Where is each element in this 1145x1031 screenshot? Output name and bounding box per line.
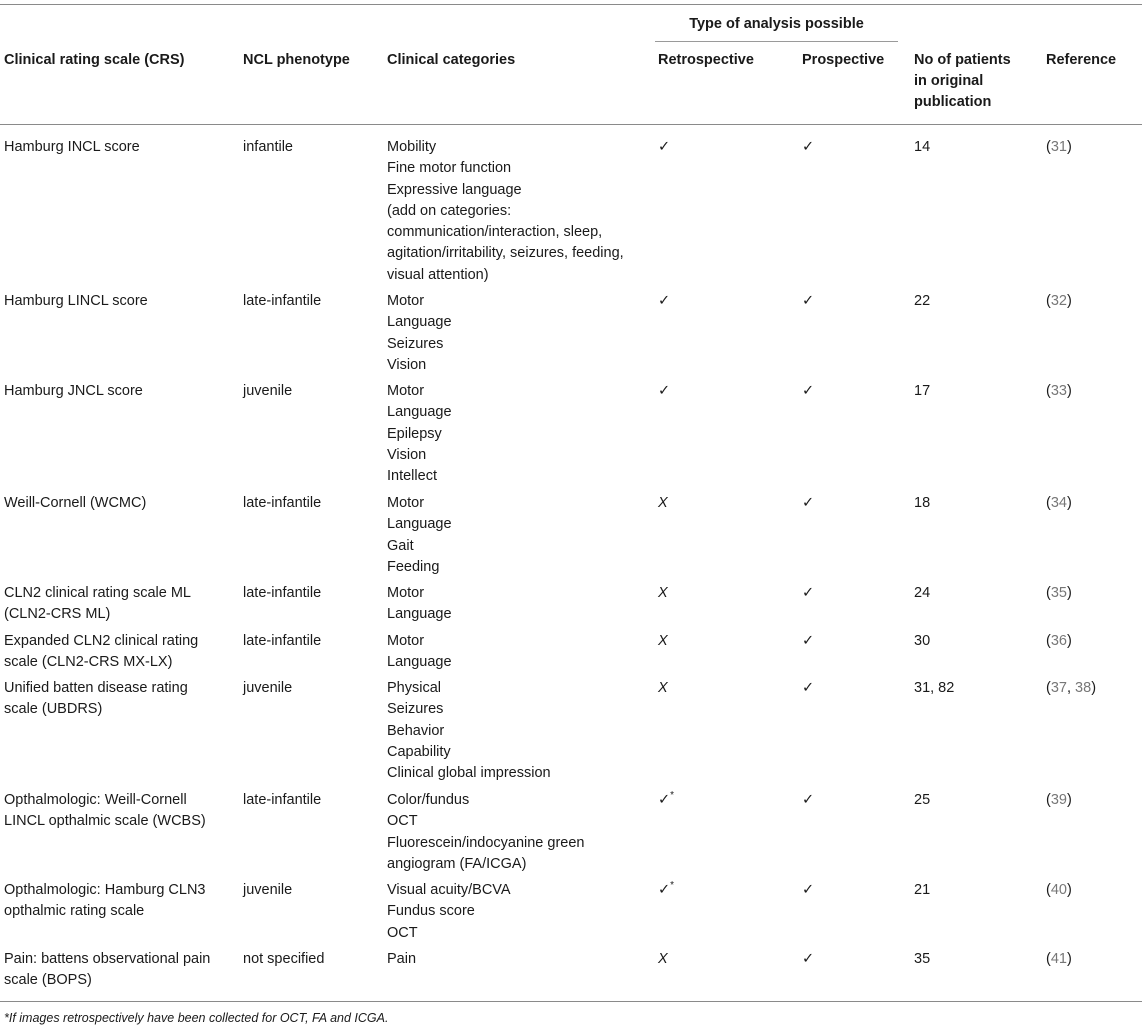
cell-phenotype: late-infantile [243, 633, 322, 649]
category-line: Language [387, 516, 452, 533]
cell-crs [4, 583, 229, 626]
cell-reference: (32) [1046, 293, 1072, 309]
category-line: Language [387, 314, 452, 331]
cell-phenotype: late-infantile [243, 585, 322, 601]
cell-categories [387, 137, 649, 286]
crs-line: Expanded CLN2 clinical rating [4, 633, 199, 649]
category-line: Capability [387, 743, 451, 760]
cell-crs [4, 381, 229, 402]
crs-line: CLN2 clinical rating scale ML [4, 585, 191, 601]
category-line: Fine motor function [387, 160, 512, 177]
category-line: Expressive language [387, 181, 522, 198]
footnote-marker: * [670, 880, 675, 892]
group-header-rule [655, 41, 898, 42]
category-line: Fundus score [387, 903, 475, 920]
reference-link[interactable]: 37 [1050, 680, 1067, 696]
cell-phenotype: juvenile [243, 680, 293, 696]
reference-link[interactable]: 31 [1050, 139, 1067, 155]
category-line: Physical [387, 680, 441, 696]
cell-reference: (41) [1046, 951, 1072, 967]
cell-patients: 22 [914, 293, 931, 309]
category-line: Visual acuity/BCVA [387, 882, 511, 898]
cell-reference: (40) [1046, 882, 1072, 898]
reference-link[interactable]: 39 [1050, 792, 1067, 808]
check-mark: ✓ [658, 383, 671, 399]
cell-phenotype: late-infantile [243, 495, 322, 511]
cross-mark: X [658, 495, 668, 511]
cell-prospective: ✓ [802, 680, 815, 696]
header-categories [387, 50, 649, 71]
cell-reference: (31) [1046, 139, 1072, 155]
crs-line: (CLN2-CRS ML) [4, 606, 111, 623]
category-line: Vision [387, 446, 427, 463]
cell-categories [387, 880, 649, 944]
crs-line: Hamburg JNCL score [4, 383, 143, 399]
crs-line: Weill-Cornell (WCMC) [4, 495, 147, 511]
crs-line: scale (UBDRS) [4, 701, 103, 718]
header-line: Retrospective [658, 52, 754, 68]
cell-patients: 31, 82 [914, 680, 955, 696]
cell-patients: 14 [914, 139, 931, 155]
cell-crs [4, 291, 229, 312]
crs-line: Unified batten disease rating [4, 680, 188, 696]
crs-line: Hamburg LINCL score [4, 293, 148, 309]
cell-crs [4, 631, 229, 674]
category-line: Language [387, 606, 452, 623]
header-line: Clinical rating scale (CRS) [4, 52, 185, 68]
header-line: Reference [1046, 52, 1117, 68]
cell-reference: (36) [1046, 633, 1072, 649]
cell-phenotype: juvenile [243, 383, 293, 399]
cell-patients: 25 [914, 792, 931, 808]
cell-crs [4, 790, 229, 833]
cell-reference: (33) [1046, 383, 1072, 399]
cell-crs [4, 880, 229, 923]
reference-link[interactable]: 41 [1050, 951, 1067, 967]
category-line: Motor [387, 585, 425, 601]
cell-categories [387, 949, 649, 970]
cell-reference: (35) [1046, 585, 1072, 601]
check-mark: ✓ [658, 882, 671, 898]
header-phenotype [243, 50, 378, 71]
category-line: Motor [387, 633, 425, 649]
crs-line: Pain: battens observational pain [4, 951, 211, 967]
cell-prospective: ✓ [802, 633, 815, 649]
category-line: Color/fundus [387, 792, 470, 808]
cell-categories [387, 631, 649, 674]
cell-phenotype: late-infantile [243, 792, 322, 808]
check-mark: ✓ [658, 293, 671, 309]
category-line: visual attention) [387, 266, 489, 283]
cell-patients: 30 [914, 633, 931, 649]
category-line: Motor [387, 383, 425, 399]
table-bottom-rule [0, 1001, 1142, 1002]
cell-retrospective [658, 137, 788, 158]
category-line: Clinical global impression [387, 765, 551, 782]
category-line: Feeding [387, 558, 440, 575]
category-line: Fluorescein/indocyanine green [387, 834, 585, 851]
crs-line: Opthalmologic: Hamburg CLN3 [4, 882, 206, 898]
crs-line: Opthalmologic: Weill-Cornell [4, 792, 187, 808]
cell-retrospective [658, 493, 788, 514]
check-mark: ✓ [658, 792, 671, 808]
cell-categories [387, 381, 649, 487]
cell-prospective: ✓ [802, 293, 815, 309]
category-line: Seizures [387, 701, 444, 718]
cell-retrospective [658, 583, 788, 604]
cell-phenotype: infantile [243, 139, 293, 155]
cell-patients: 35 [914, 951, 931, 967]
category-line: OCT [387, 924, 418, 941]
cell-categories [387, 583, 649, 626]
cell-retrospective [658, 381, 788, 402]
header-line: publication [914, 94, 992, 110]
cell-categories [387, 678, 649, 784]
category-line: Motor [387, 495, 425, 511]
header-line: in original [914, 73, 984, 89]
cell-reference: (39) [1046, 792, 1072, 808]
category-line: Vision [387, 356, 427, 373]
cell-retrospective [658, 678, 788, 699]
crs-line: LINCL opthalmic scale (WCBS) [4, 813, 206, 830]
category-line: Epilepsy [387, 425, 442, 442]
cell-prospective: ✓ [802, 139, 815, 155]
category-line: OCT [387, 813, 418, 830]
footnote-marker: * [670, 790, 675, 802]
cross-mark: X [658, 585, 668, 601]
header-line: Prospective [802, 52, 885, 68]
reference-link[interactable]: 32 [1050, 293, 1067, 309]
category-line: angiogram (FA/ICGA) [387, 855, 527, 872]
header-line: Clinical categories [387, 52, 516, 68]
category-line: communication/interaction, sleep, [387, 224, 603, 241]
category-line: Intellect [387, 468, 437, 485]
cell-crs [4, 493, 229, 514]
cell-patients: 18 [914, 495, 931, 511]
cell-patients: 21 [914, 882, 931, 898]
cell-prospective: ✓ [802, 792, 815, 808]
category-line: Language [387, 404, 452, 421]
cell-retrospective [658, 631, 788, 652]
header-line: NCL phenotype [243, 52, 350, 68]
cross-mark: X [658, 951, 668, 967]
cell-prospective: ✓ [802, 951, 815, 967]
category-line: Pain [387, 951, 417, 967]
cell-retrospective [658, 291, 788, 312]
reference-link[interactable]: 33 [1050, 383, 1067, 399]
cell-prospective: ✓ [802, 383, 815, 399]
cell-prospective: ✓ [802, 585, 815, 601]
cell-retrospective [658, 880, 788, 901]
category-line: Gait [387, 537, 414, 554]
header-crs [4, 50, 229, 71]
reference-link[interactable]: 35 [1050, 585, 1067, 601]
cell-reference: (34) [1046, 495, 1072, 511]
cell-crs [4, 949, 229, 992]
header-patients [914, 50, 1034, 113]
reference-link[interactable]: 40 [1050, 882, 1067, 898]
category-line: Mobility [387, 139, 437, 155]
table-top-rule [0, 4, 1142, 5]
category-line: Seizures [387, 335, 444, 352]
footnote: *If images retrospectively have been collected for OCT, FA and ICGA. [4, 1011, 389, 1025]
category-line: Language [387, 654, 452, 671]
category-line: agitation/irritability, seizures, feeding, [387, 245, 624, 262]
cell-crs [4, 137, 229, 158]
header-prospective [802, 50, 892, 71]
cell-prospective: ✓ [802, 495, 815, 511]
header-line: No of patients [914, 52, 1011, 68]
cell-phenotype: late-infantile [243, 293, 322, 309]
crs-line: opthalmic rating scale [4, 903, 145, 920]
cross-mark: X [658, 633, 668, 649]
crs-line: scale (CLN2-CRS MX-LX) [4, 654, 173, 671]
header-retrospective [658, 50, 788, 71]
check-mark: ✓ [658, 139, 671, 155]
cell-patients: 17 [914, 383, 931, 399]
cell-reference: (37, 38) [1046, 680, 1097, 696]
cell-categories [387, 291, 649, 376]
header-rule [0, 124, 1142, 125]
cross-mark: X [658, 680, 668, 696]
crs-line: scale (BOPS) [4, 972, 92, 989]
cell-phenotype: juvenile [243, 882, 293, 898]
crs-line: Hamburg INCL score [4, 139, 140, 155]
cell-categories [387, 790, 649, 875]
category-line: Motor [387, 293, 425, 309]
cell-crs [4, 678, 229, 721]
cell-retrospective [658, 949, 788, 970]
reference-link[interactable]: 36 [1050, 633, 1067, 649]
cell-retrospective [658, 790, 788, 811]
cell-patients: 24 [914, 585, 931, 601]
group-header: Type of analysis possible [689, 16, 864, 32]
cell-phenotype: not specified [243, 951, 325, 967]
reference-link[interactable]: 34 [1050, 495, 1067, 511]
cell-prospective: ✓ [802, 882, 815, 898]
header-reference [1046, 50, 1141, 71]
cell-categories [387, 493, 649, 578]
category-line: (add on categories: [387, 202, 512, 219]
reference-link[interactable]: 38 [1075, 680, 1092, 696]
category-line: Behavior [387, 722, 445, 739]
